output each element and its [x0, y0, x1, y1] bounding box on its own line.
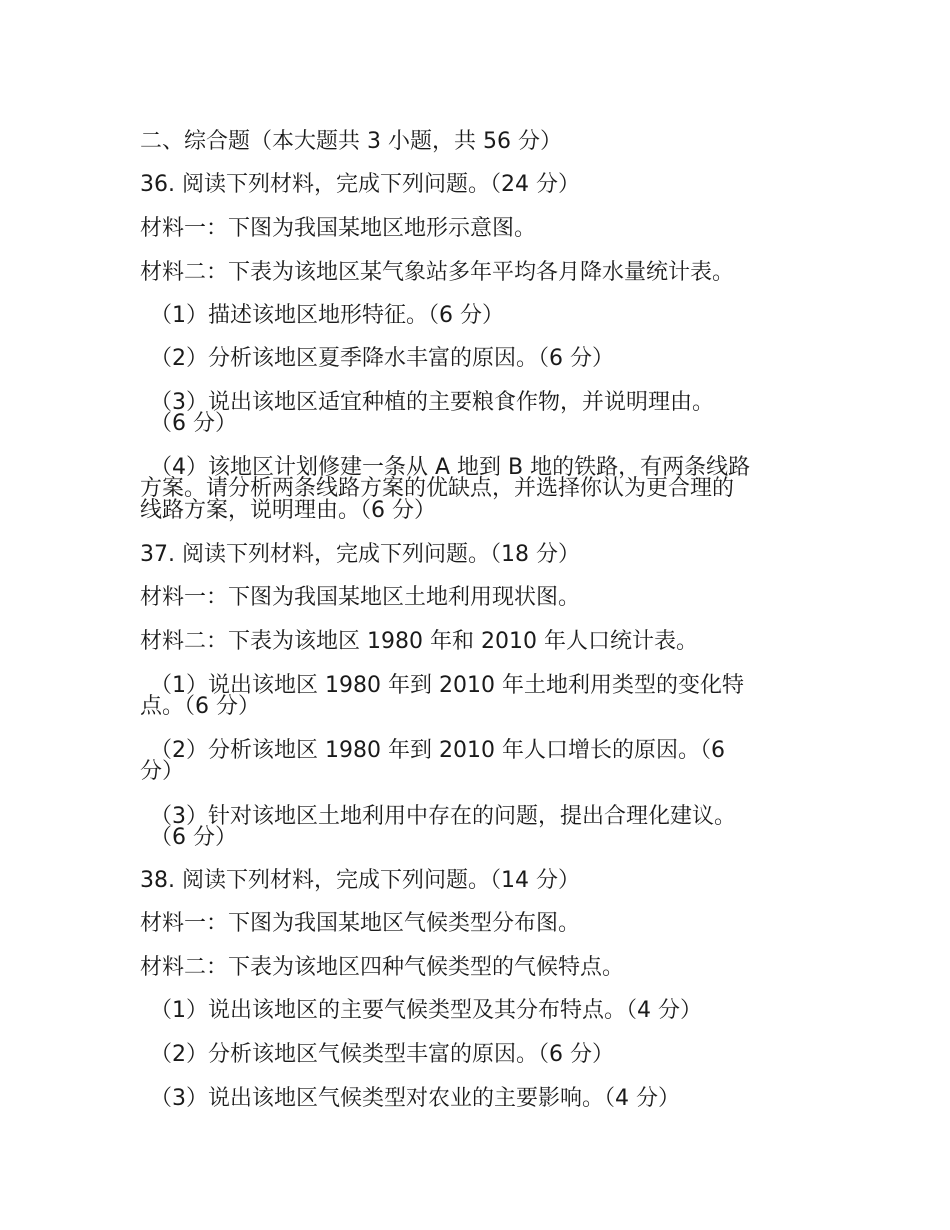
q38-material1: 材料一：下图为我国某地区气候类型分布图。 [140, 911, 581, 936]
q38-sub3: （3）说出该地区气候类型对农业的主要影响。（4 分） [150, 1086, 680, 1111]
q36-sub4-line3: 线路方案，说明理由。（6 分） [140, 498, 436, 523]
q37-sub1-line1: （1）说出该地区 1980 年到 2010 年土地利用类型的变化特 [150, 673, 744, 698]
q37-sub3-line2: （6 分） [150, 825, 237, 850]
q38-sub2: （2）分析该地区气候类型丰富的原因。（6 分） [150, 1042, 614, 1067]
q36-stem: 36. 阅读下列材料，完成下列问题。（24 分） [140, 172, 580, 197]
q37-material1: 材料一：下图为我国某地区土地利用现状图。 [140, 585, 581, 610]
q37-sub3-line1: （3）针对该地区土地利用中存在的问题，提出合理化建议。 [150, 804, 736, 829]
q37-sub2-line1: （2）分析该地区 1980 年到 2010 年人口增长的原因。（6 [150, 738, 725, 763]
q36-sub1: （1）描述该地区地形特征。（6 分） [150, 303, 504, 328]
q37-material2: 材料二：下表为该地区 1980 年和 2010 年人口统计表。 [140, 629, 698, 654]
q36-sub2: （2）分析该地区夏季降水丰富的原因。（6 分） [150, 346, 614, 371]
q36-sub4-line1: （4）该地区计划修建一条从 A 地到 B 地的铁路，有两条线路 [150, 455, 751, 480]
q38-stem: 38. 阅读下列材料，完成下列问题。（14 分） [140, 868, 580, 893]
q36-sub3-line2: （6 分） [150, 411, 237, 436]
section-heading: 二、综合题（本大题共 3 小题，共 56 分） [140, 129, 562, 154]
q36-material1: 材料一：下图为我国某地区地形示意图。 [140, 216, 537, 241]
q38-material2: 材料二：下表为该地区四种气候类型的气候特点。 [140, 955, 625, 980]
q37-sub2-line2: 分） [140, 759, 185, 784]
q38-sub1: （1）说出该地区的主要气候类型及其分布特点。（4 分） [150, 998, 702, 1023]
q36-sub4-line2: 方案。请分析两条线路方案的优缺点，并选择你认为更合理的 [140, 476, 735, 501]
q36-material2: 材料二：下表为该地区某气象站多年平均各月降水量统计表。 [140, 260, 735, 285]
q37-stem: 37. 阅读下列材料，完成下列问题。（18 分） [140, 542, 580, 567]
q36-sub3-line1: （3）说出该地区适宜种植的主要粮食作物，并说明理由。 [150, 390, 714, 415]
q37-sub1-line2: 点。（6 分） [140, 694, 260, 719]
